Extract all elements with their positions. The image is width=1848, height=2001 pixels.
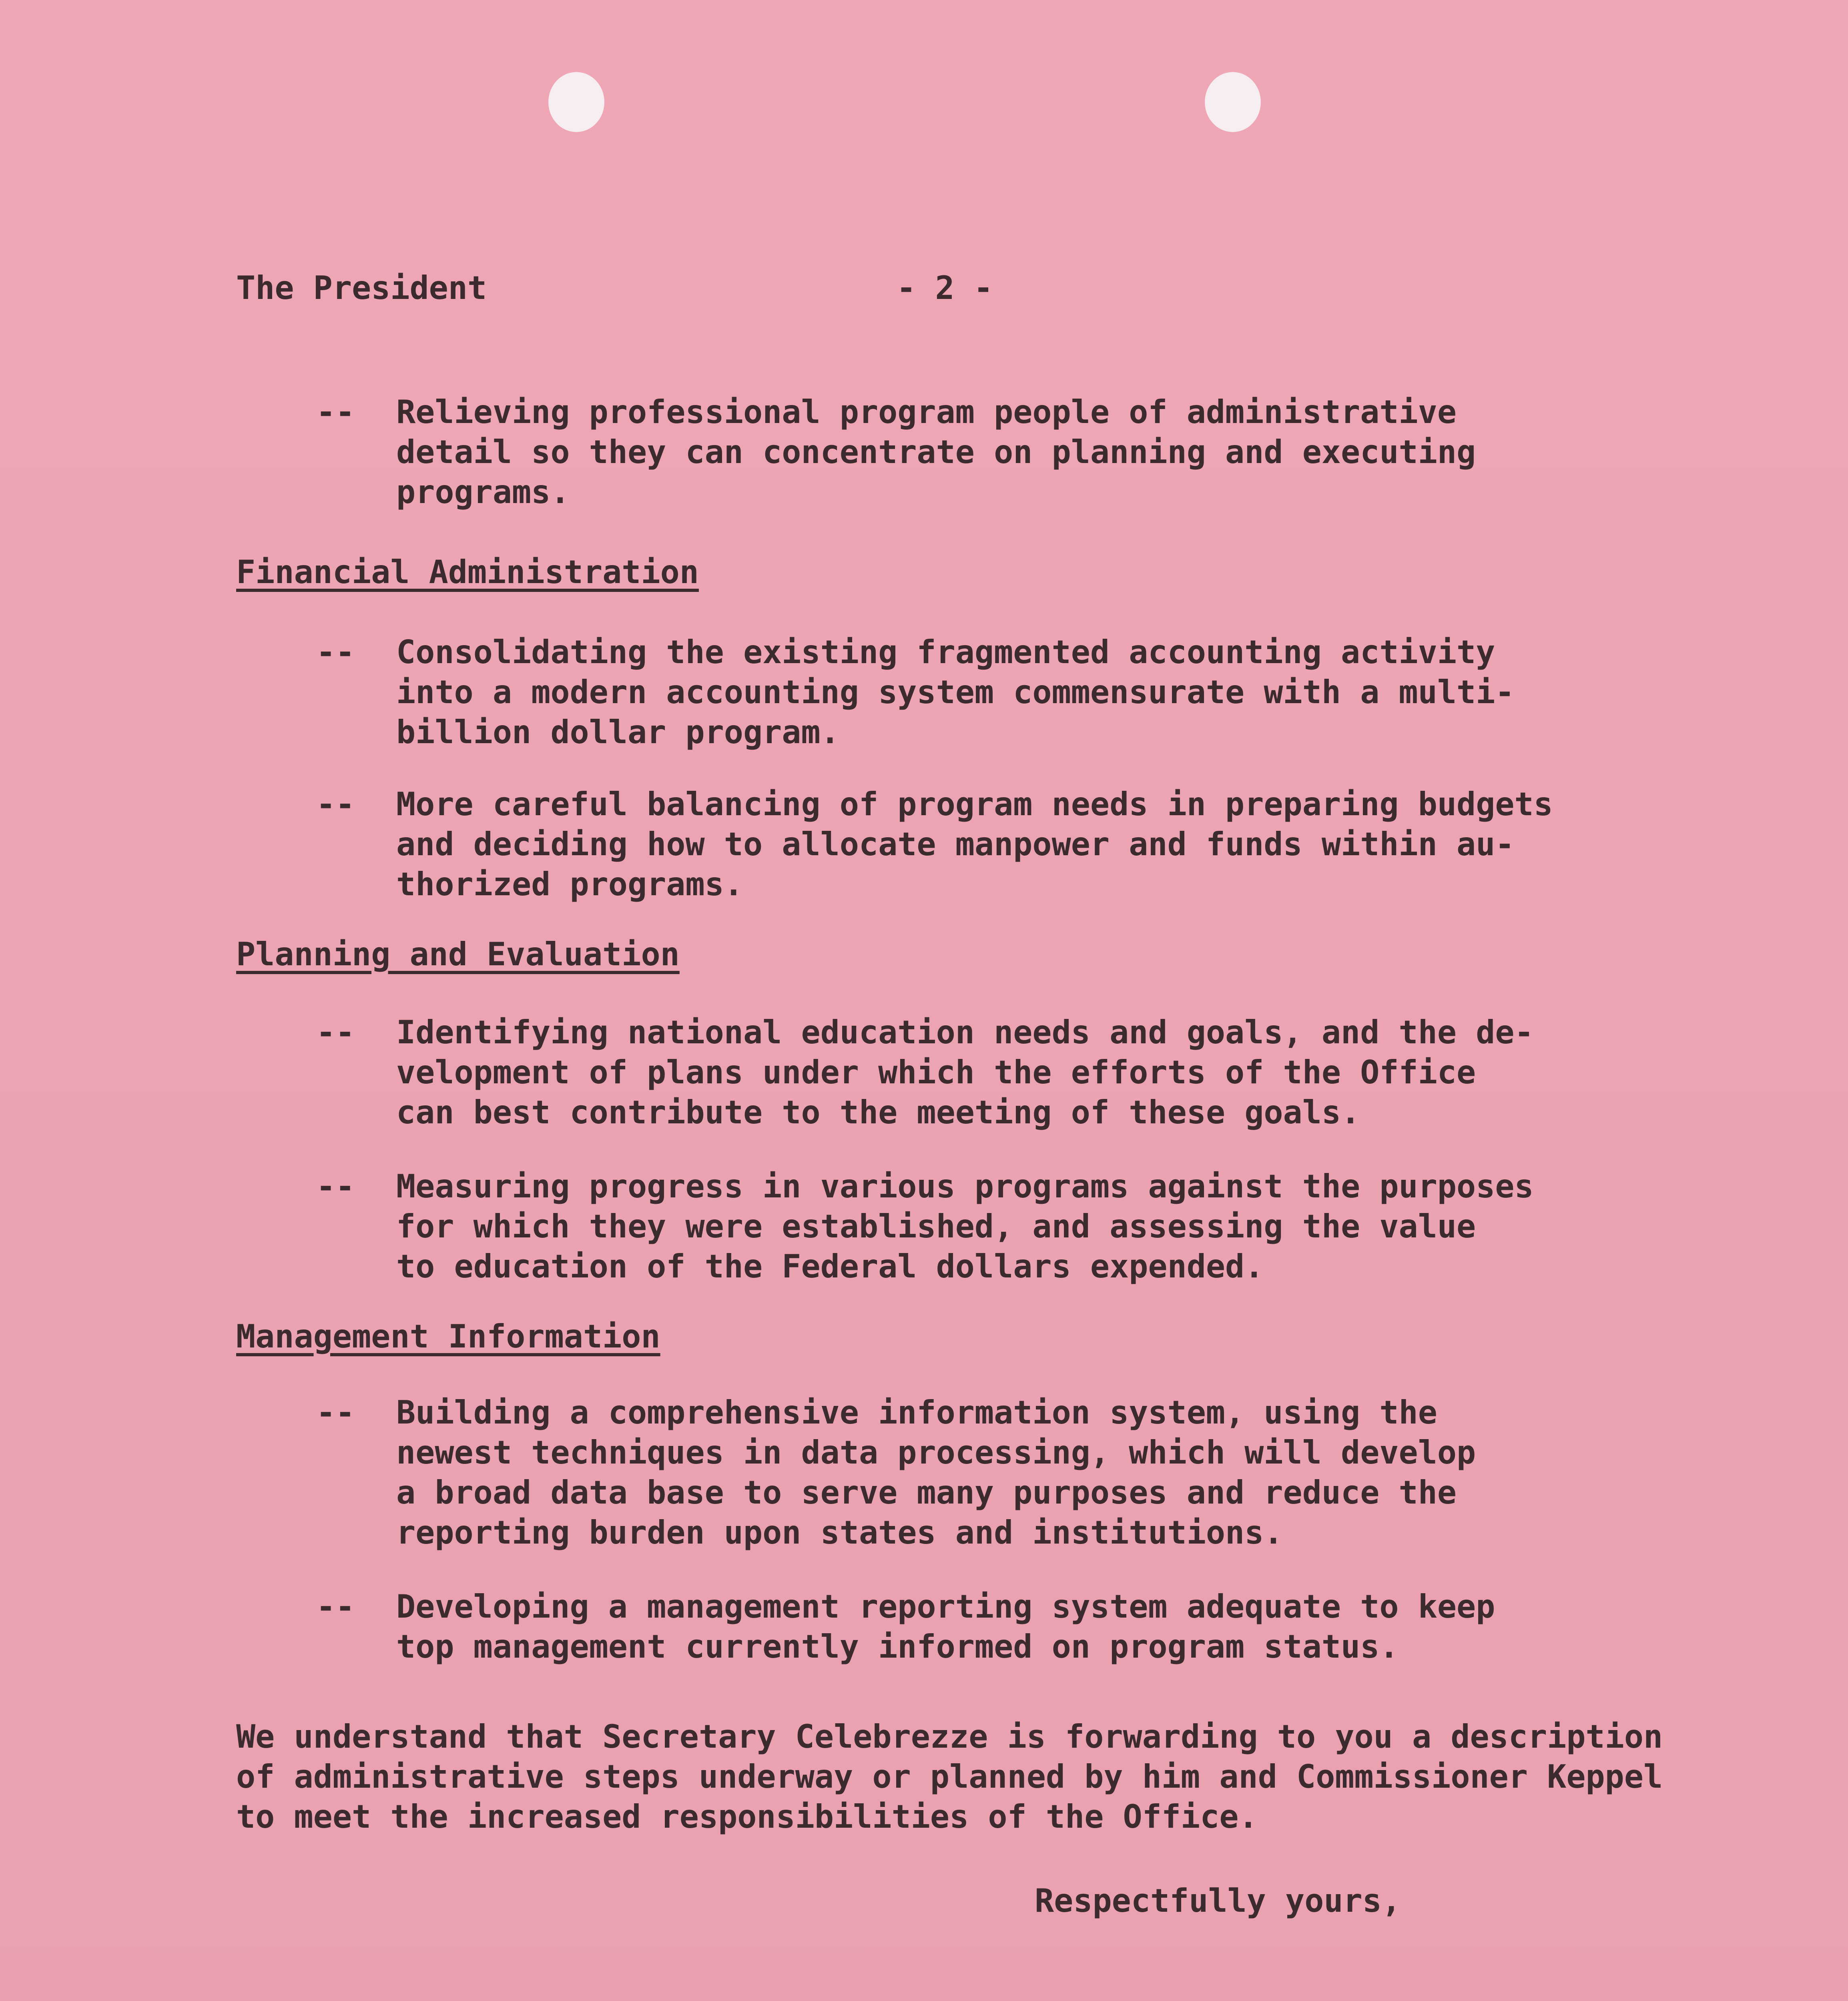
- financial-bullet-1: [396, 632, 1515, 752]
- bullet-line: More careful balancing of program needs in preparing budgets: [396, 786, 1553, 823]
- bullet-line: newest techniques in data processing, which will develop: [396, 1434, 1476, 1471]
- bullet-line: billion dollar program.: [396, 714, 840, 751]
- bullet-line: Consolidating the existing fragmented accounting activity: [396, 634, 1495, 671]
- section-heading-planning: Planning and Evaluation: [236, 936, 680, 973]
- bullet-line: detail so they can concentrate on planning and executing: [396, 433, 1476, 471]
- section-heading-financial: Financial Administration: [236, 553, 699, 591]
- bullet-line: for which they were established, and assessing the value: [396, 1208, 1476, 1245]
- bullet-line: reporting burden upon states and institutions.: [396, 1514, 1283, 1551]
- punch-hole-left: [548, 72, 604, 132]
- bullet-dash: --: [316, 1588, 355, 1625]
- financial-bullet-2: [396, 784, 1553, 904]
- closing-paragraph: [236, 1717, 1663, 1837]
- bullet-dash: --: [316, 1168, 355, 1205]
- bullet-line: Measuring progress in various programs against the purposes: [396, 1168, 1534, 1205]
- bullet-line: velopment of plans under which the efforts of the Office: [396, 1054, 1476, 1091]
- management-bullet-2: [396, 1587, 1495, 1667]
- bullet-line: Developing a management reporting system adequate to keep: [396, 1588, 1495, 1625]
- management-bullet-1: [396, 1393, 1476, 1553]
- intro-bullet-text: [396, 392, 1476, 512]
- bullet-line: programs.: [396, 473, 570, 511]
- section-heading-management: Management Information: [236, 1318, 660, 1355]
- paragraph-line: We understand that Secretary Celebrezze is forwarding to you a description: [236, 1718, 1663, 1755]
- bullet-line: and deciding how to allocate manpower and funds within au-: [396, 826, 1515, 863]
- header-addressee: The President: [236, 269, 487, 307]
- bullet-line: Relieving professional program people of administrative: [396, 393, 1457, 431]
- bullet-line: to education of the Federal dollars expended.: [396, 1248, 1264, 1285]
- bullet-line: Identifying national education needs and goals, and the de-: [396, 1014, 1534, 1051]
- bullet-dash: --: [316, 786, 355, 823]
- bullet-line: into a modern accounting system commensurate with a multi-: [396, 674, 1515, 711]
- complimentary-close: Respectfully yours,: [1035, 1882, 1401, 1919]
- page-number: - 2 -: [897, 269, 993, 307]
- bullet-dash: --: [316, 1394, 355, 1431]
- bullet-line: a broad data base to serve many purposes and reduce the: [396, 1474, 1457, 1511]
- bullet-line: top management currently informed on program status.: [396, 1628, 1399, 1665]
- bullet-dash: --: [316, 1014, 355, 1051]
- planning-bullet-2: [396, 1167, 1534, 1287]
- bullet-dash: --: [316, 634, 355, 671]
- paragraph-line: to meet the increased responsibilities of the Office.: [236, 1798, 1258, 1835]
- bullet-line: can best contribute to the meeting of these goals.: [396, 1094, 1360, 1131]
- paragraph-line: of administrative steps underway or planned by him and Commissioner Keppel: [236, 1758, 1663, 1795]
- bullet-dash: --: [316, 393, 355, 431]
- planning-bullet-1: [396, 1013, 1534, 1133]
- bullet-line: Building a comprehensive information system, using the: [396, 1394, 1437, 1431]
- bullet-line: thorized programs.: [396, 866, 743, 903]
- punch-hole-right: [1205, 72, 1261, 132]
